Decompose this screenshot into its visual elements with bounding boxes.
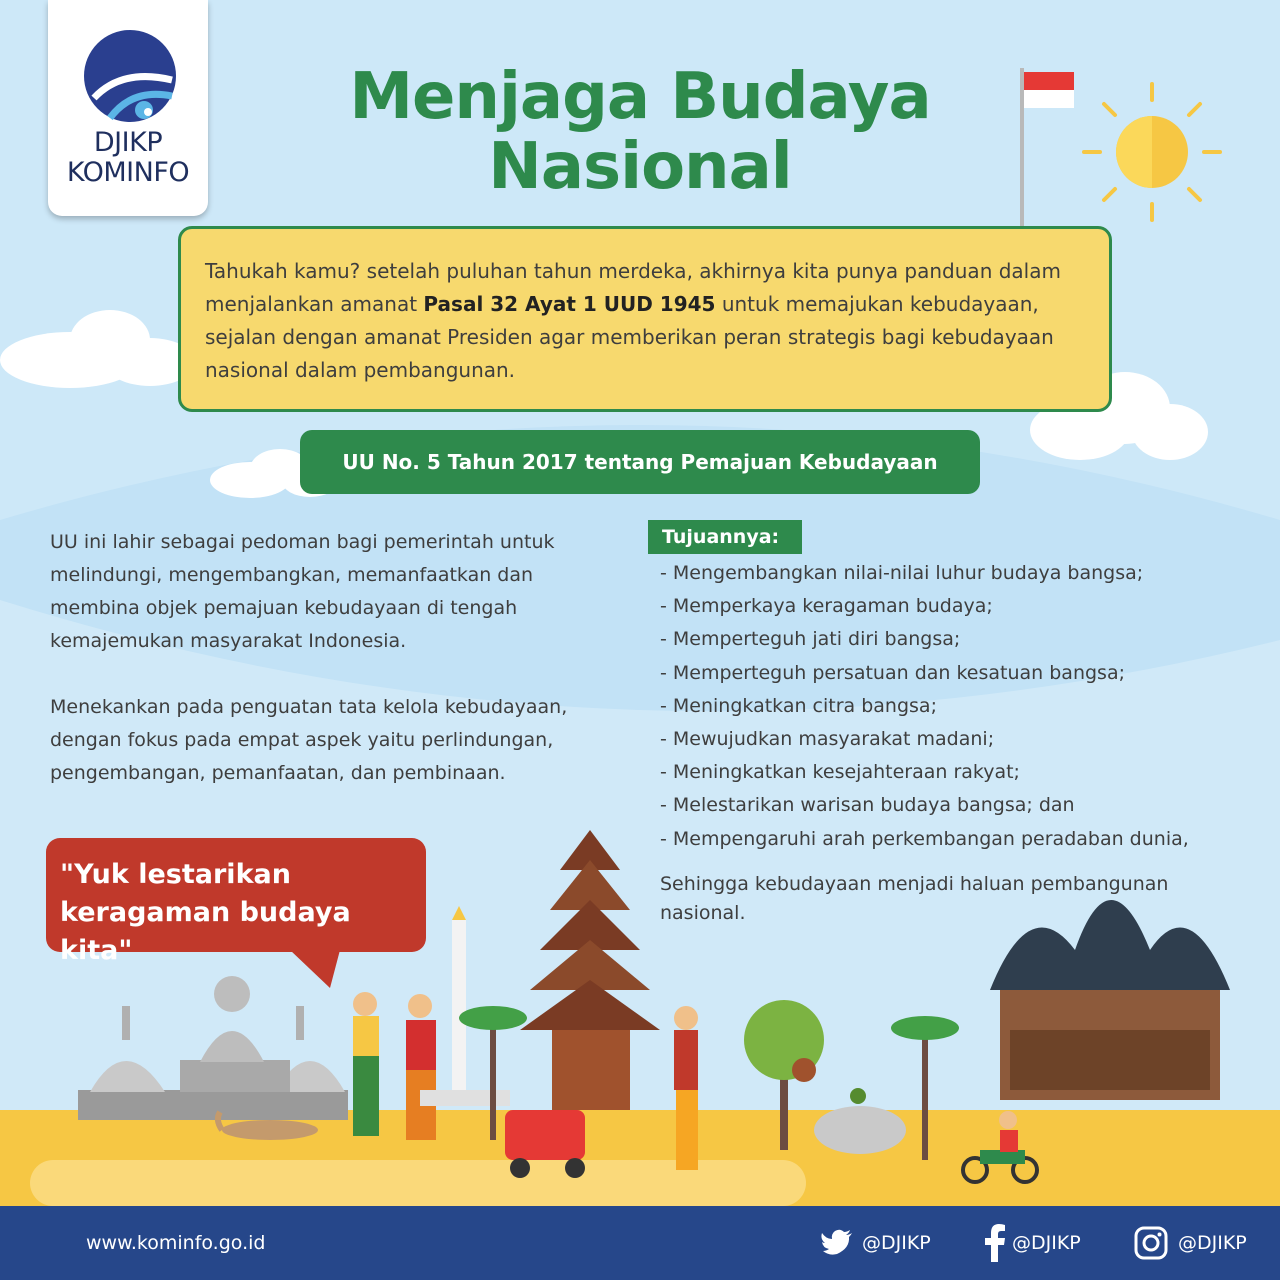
facebook-handle[interactable]: @DJIKP — [1012, 1232, 1081, 1254]
flag-icon — [1015, 68, 1085, 238]
intro-text-pre: Tahukah kamu? setelah puluhan tahun merdeka, akhirnya kita punya panduan dalam menjalankan amanat — [205, 259, 1061, 316]
goal-item: - Mempengaruhi arah perkembangan peradaban dunia, — [660, 827, 1189, 850]
logo-line-1: DJIKP — [93, 127, 163, 158]
rumah-gadang-house-icon — [990, 900, 1230, 1100]
goal-item: - Memperkaya keragaman budaya; — [660, 595, 993, 618]
quote-line-1: "Yuk lestarikan — [60, 859, 291, 890]
footer-bar — [0, 1206, 1280, 1280]
logo-card — [48, 0, 208, 216]
description-paragraph-2: Menekankan pada penguatan tata kelola kebudayaan, dengan fokus pada empat aspek yaitu perlindungan, pengembangan, pemanfaatan, dan pembinaan. — [50, 696, 568, 784]
buffalo-icon — [814, 1088, 906, 1154]
quote-line-2: keragaman budaya kita" — [60, 897, 351, 966]
goal-item: - Mewujudkan masyarakat madani; — [660, 728, 995, 751]
instagram-handle[interactable]: @DJIKP — [1178, 1232, 1247, 1254]
cultural-landmarks-illustration — [0, 830, 1280, 1206]
tree-icon — [744, 1000, 824, 1150]
goals-heading: Tujuannya: — [648, 520, 802, 554]
title-line-1: Menjaga Budaya — [349, 60, 931, 134]
cloud-icon — [0, 300, 200, 390]
kominfo-logo-icon — [82, 28, 178, 124]
website-link[interactable]: www.kominfo.go.id — [86, 1232, 266, 1254]
motorcycle-rider-icon — [963, 1111, 1037, 1182]
logo-line-2: KOMINFO — [66, 157, 190, 188]
dancer-icon — [674, 1006, 698, 1170]
traditional-couple-icon — [353, 992, 436, 1140]
goals-conclusion: Sehingga kebudayaan menjadi haluan pembangunan nasional. — [660, 873, 1169, 924]
instagram-icon[interactable] — [1134, 1226, 1168, 1260]
intro-text-bold: Pasal 32 Ayat 1 UUD 1945 — [423, 292, 716, 316]
law-title-badge: UU No. 5 Tahun 2017 tentang Pemajuan Kebudayaan — [300, 430, 980, 494]
intro-text-post: untuk memajukan kebudayaan, sejalan dengan amanat Presiden agar memberikan peran strategis bagi kebudayaan nasional dalam pembangunan. — [205, 292, 1054, 382]
title-line-2: Nasional — [488, 130, 792, 204]
goal-item: - Meningkatkan kesejahteraan rakyat; — [660, 761, 1020, 784]
logo-wordmark — [48, 128, 208, 188]
description-paragraph-1: UU ini lahir sebagai pedoman bagi pemerintah untuk melindungi, mengembangkan, memanfaatkan dan membina objek pemajuan kebudayaan di tengah kemajemukan masyarakat Indonesia. — [50, 531, 555, 652]
goal-item: - Melestarikan warisan budaya bangsa; dan — [660, 794, 1075, 817]
twitter-handle[interactable]: @DJIKP — [862, 1232, 931, 1254]
goal-item: - Meningkatkan citra bangsa; — [660, 694, 937, 717]
twitter-icon[interactable] — [820, 1228, 854, 1258]
goal-item: - Memperteguh persatuan dan kesatuan bangsa; — [660, 661, 1125, 684]
intro-text — [205, 255, 1095, 387]
sun-icon — [1082, 82, 1222, 222]
goal-item: - Mengembangkan nilai-nilai luhur budaya bangsa; — [660, 562, 1144, 584]
intro-box — [178, 226, 1112, 412]
goals-list — [660, 557, 1189, 856]
bali-temple-icon — [520, 830, 660, 1110]
page-title — [300, 62, 980, 202]
goal-item: - Memperteguh jati diri bangsa; — [660, 628, 961, 651]
facebook-icon[interactable] — [984, 1224, 1006, 1262]
bajaj-vehicle-icon — [505, 1110, 585, 1178]
borobudur-temple-icon — [78, 976, 348, 1120]
